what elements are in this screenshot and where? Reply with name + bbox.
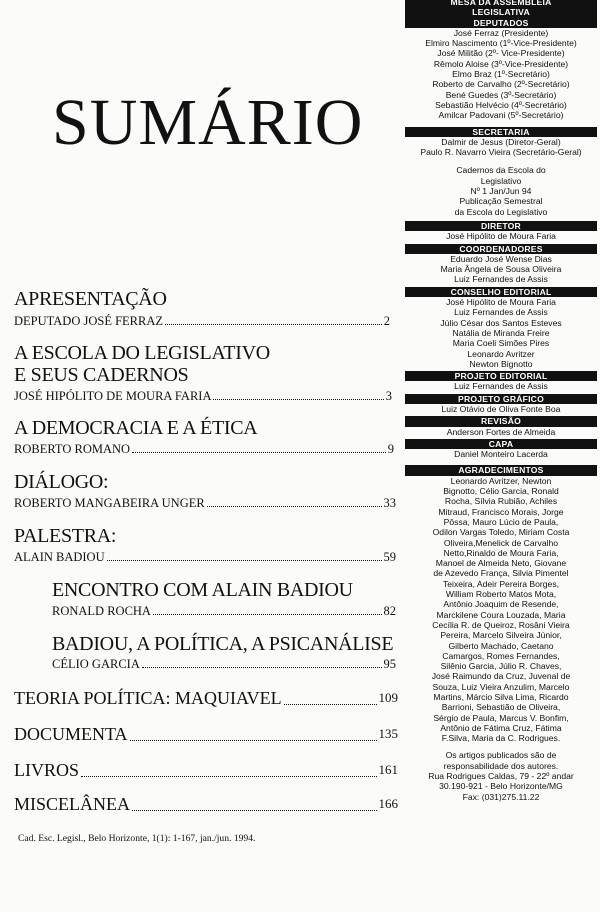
secretaria-list: Dalmir de Jesus (Diretor-Geral) Paulo R. Navarro Vieira (Secretário-Geral) xyxy=(420,136,582,158)
toc-author: ROBERTO ROMANO xyxy=(14,442,131,456)
toc-title-livros: LIVROS xyxy=(14,760,80,780)
leader-dots xyxy=(107,560,382,561)
toc-entry-democracia[interactable] xyxy=(14,441,394,457)
conselho-header: CONSELHO EDITORIAL xyxy=(405,287,597,297)
toc-entry-documenta[interactable] xyxy=(14,723,398,745)
toc-page: 95 xyxy=(383,657,396,671)
deputados-list: José Ferraz (Presidente) Elmiro Nascimento (1º-Vice-Presidente) José Militão (2º- Vice-Presidente) Rêmolo Aloise (3º-Vice-Presidente) Elmo Braz (1º-Secretário) Roberto de Carvalho (2º-Secretário) Bené Guedes (3º-Secretário) Sebastião Helvécio (4º-Secretário) Amilcar Padovani (5º-Secretário) xyxy=(425,27,577,121)
toc-author: JOSÉ HIPÓLITO DE MOURA FARIA xyxy=(14,389,212,403)
mesa-header: MESA DA ASSEMBLEIA LEGISLATIVA DEPUTADOS xyxy=(405,0,597,28)
coordenadores-header: COORDENADORES xyxy=(405,244,597,254)
capa-name: Daniel Monteiro Lacerda xyxy=(454,449,548,460)
revisao-name: Anderson Fortes de Almeida xyxy=(446,426,556,437)
masthead-content xyxy=(402,0,600,802)
toc-page: 109 xyxy=(378,690,398,705)
leader-dots xyxy=(207,506,382,507)
toc-page: 161 xyxy=(378,762,398,777)
leader-dots xyxy=(284,704,377,705)
page-title: SUMÁRIO xyxy=(52,86,364,159)
leader-dots xyxy=(142,667,382,668)
leader-dots xyxy=(130,740,377,741)
projeto-grafico-name: Luiz Otávio de Oliva Fonte Boa xyxy=(441,403,561,414)
toc-title-documenta: DOCUMENTA xyxy=(14,724,128,744)
leader-dots xyxy=(153,614,382,615)
leader-dots xyxy=(132,810,377,811)
toc-page: 166 xyxy=(378,796,398,811)
toc-entry-teoria[interactable] xyxy=(14,687,398,709)
toc-page: 135 xyxy=(378,726,398,741)
toc-title-encontro: ENCONTRO COM ALAIN BADIOU xyxy=(52,579,353,601)
toc-title-palestra: PALESTRA: xyxy=(14,525,117,547)
agradecimentos-list: Leonardo Avritzer, Newton Bignotto, Célio Garcia, Ronald Rocha, Sílvia Rubião, Achiles Mitraud, Francisco Morais, Jorge Pôssa, Mauro Lúcio de Paula, Odilon Vargas Toledo, Miriam Costa Oliveira,Menelick de Carvalho Netto,Rinaldo de Moura Faria, Manoel de Almeida Neto, Giovane de Azevedo França, Silvia Pimentel Teixeira, Adeir Pereira Borges, William Roberto Matos Mota, Antônio Joaquim de Resende, Marckilene Coura Louzada, Maria Cecília R. de Queiroz, Rosâni Vieira Pereira, Marcelo Silveira Júnior, Gilberto Machado, Caetano Camargos, Romes Fernandes, Silênio Garcia, Júlio R. Chaves, José Raimundo da Cruz, Juvenal de Souza, Luiz Vieira Anzulim, Marcelo Martins, Márcio Silva Lima, Ricardo Barrioni, Sebastião de Oliveira, Sérgio de Paula, Marcus V. Bonfim, Antônio de Fátima Cruz, Fátima F.Silva, Maria da C. Rodrigues. xyxy=(431,475,571,744)
capa-header: CAPA xyxy=(405,439,597,449)
toc-page: 82 xyxy=(383,604,396,618)
leader-dots xyxy=(165,324,382,325)
publicacao-info: Cadernos da Escola do Legislativo Nº 1 Jan/Jun 94 Publicação Semestral da Escola do Legislativo xyxy=(454,165,548,217)
toc-author: CÉLIO GARCIA xyxy=(52,657,140,671)
masthead-sidebar xyxy=(402,0,600,912)
toc-entry-escola[interactable] xyxy=(14,388,392,404)
toc-title-miscelanea: MISCELÂNEA xyxy=(14,794,130,814)
toc-title-badiou: BADIOU, A POLÍTICA, A PSICANÁLISE xyxy=(52,633,394,655)
toc-page: 9 xyxy=(387,442,394,456)
toc-entry-palestra[interactable] xyxy=(14,549,396,565)
projeto-editorial-name: Luiz Fernandes de Assis xyxy=(454,381,548,392)
toc-entry-miscelanea[interactable] xyxy=(14,793,398,815)
leader-dots xyxy=(81,776,376,777)
toc-entry-apresentacao[interactable] xyxy=(14,313,390,329)
revisao-header: REVISÃO xyxy=(405,416,597,426)
toc-entry-badiou[interactable] xyxy=(52,656,396,672)
leader-dots xyxy=(213,399,383,400)
diretor-name: José Hipólito de Moura Faria xyxy=(446,231,556,242)
conselho-list: José Hipólito de Moura Faria Luiz Fernandes de Assis Júlio César dos Santos Esteves Natália de Miranda Freire Maria Coeli Simões Pires Leonardo Avritzer Newton Bignotto xyxy=(440,297,562,369)
coordenadores-list: Eduardo José Wense Dias Maria Ângela de Sousa Oliveira Luiz Fernandes de Assis xyxy=(440,253,562,285)
leader-dots xyxy=(132,452,386,453)
agradecimentos-header: AGRADECIMENTOS xyxy=(405,465,597,475)
toc-title-teoria: TEORIA POLÍTICA: MAQUIAVEL xyxy=(14,688,282,708)
toc-title-dialogo: DIÁLOGO: xyxy=(14,471,109,493)
projeto-editorial-header: PROJETO EDITORIAL xyxy=(405,371,597,381)
toc-page: 3 xyxy=(385,389,392,403)
diretor-header: DIRETOR xyxy=(405,221,597,231)
toc-title-apresentacao: APRESENTAÇÃO xyxy=(14,288,167,310)
toc-title-escola-line1: A ESCOLA DO LEGISLATIVO xyxy=(14,342,270,364)
footer-info: Os artigos publicados são de responsabilidade dos autores. Rua Rodrigues Caldas, 79 - 22º andar 30.190-921 - Belo Horizonte/MG Fax: (031)275.11.22 xyxy=(428,750,574,802)
projeto-grafico-header: PROJETO GRÁFICO xyxy=(405,394,597,404)
toc-author: ROBERTO MANGABEIRA UNGER xyxy=(14,496,205,510)
toc-entry-encontro[interactable] xyxy=(52,603,396,619)
toc-author: RONALD ROCHA xyxy=(52,604,151,618)
toc-page: 33 xyxy=(383,496,396,510)
toc-entry-livros[interactable] xyxy=(14,759,398,781)
toc-title-escola-line2: E SEUS CADERNOS xyxy=(14,364,189,386)
toc-author: ALAIN BADIOU xyxy=(14,550,105,564)
toc-page: 2 xyxy=(383,314,390,328)
toc-author: DEPUTADO JOSÉ FERRAZ xyxy=(14,314,164,328)
citation: Cad. Esc. Legisl., Belo Horizonte, 1(1): 1-167, jan./jun. 1994. xyxy=(18,833,256,844)
toc-entry-dialogo[interactable] xyxy=(14,495,396,511)
secretaria-header: SECRETARIA xyxy=(405,127,597,137)
toc-title-democracia: A DEMOCRACIA E A ÉTICA xyxy=(14,417,258,439)
toc-page: 59 xyxy=(383,550,396,564)
